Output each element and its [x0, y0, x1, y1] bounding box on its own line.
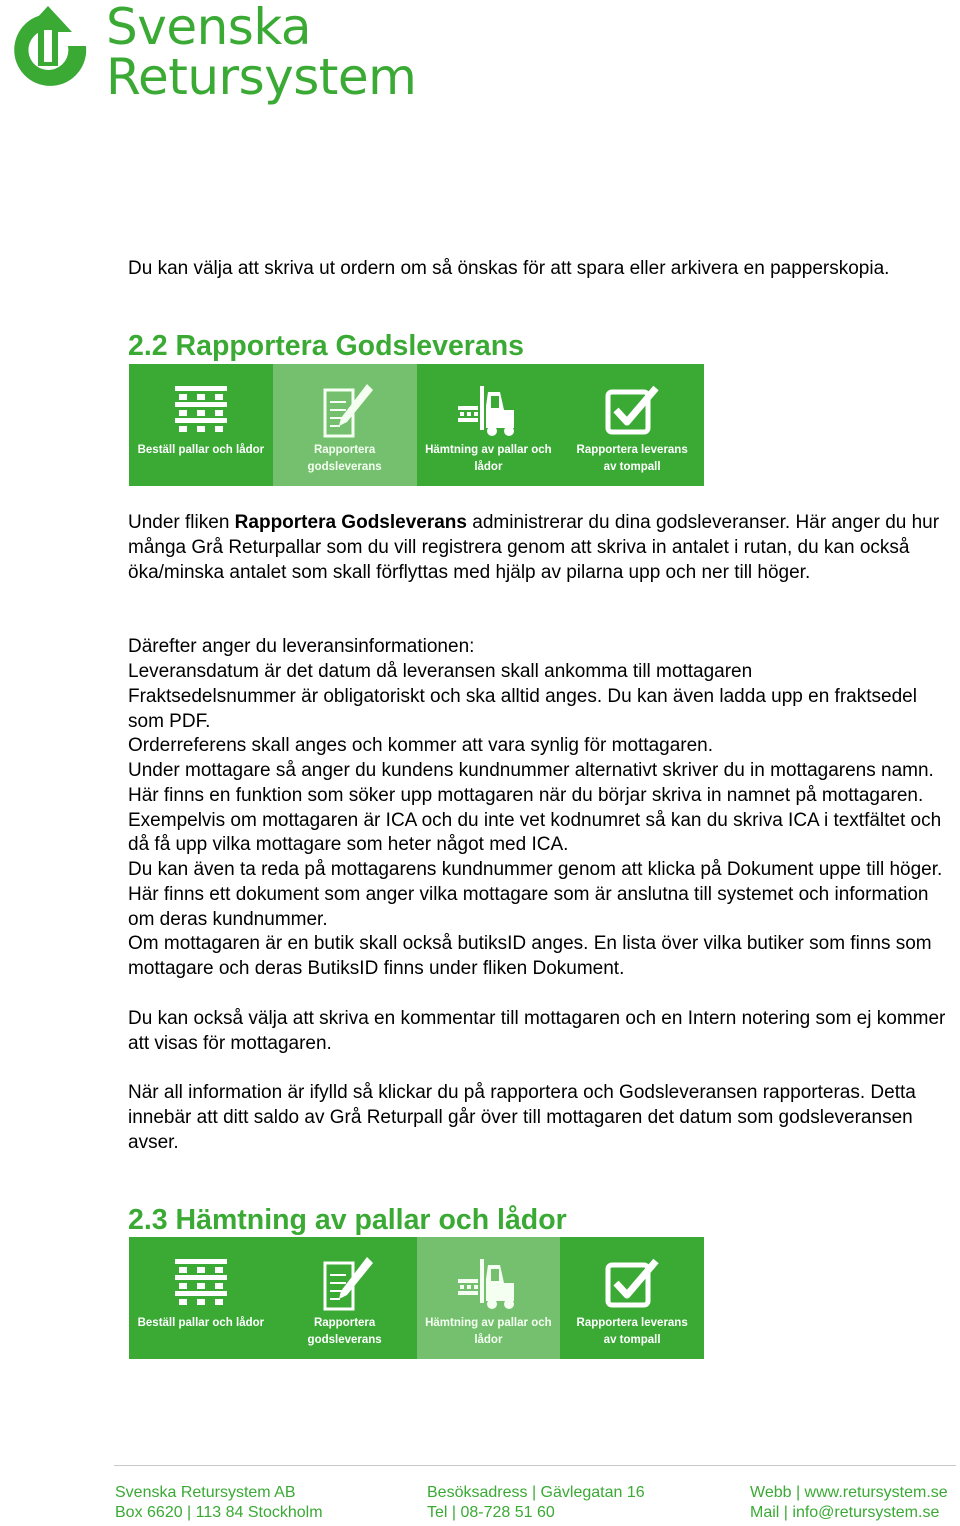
svenska-retursystem-logo	[2, 0, 422, 110]
circular-arrow-logo-icon	[2, 2, 94, 98]
checkbox-checked-icon	[600, 1255, 664, 1311]
paragraph-leveransinfo-heading: Därefter anger du leveransinformationen:	[128, 636, 475, 657]
tab-label: Beställ pallar och lådor	[137, 444, 265, 456]
tab-rapportera-godsleverans[interactable]	[273, 364, 417, 486]
forklift-icon	[456, 1255, 520, 1311]
footer-company	[115, 1483, 323, 1523]
paragraph-butiksid: Om mottagaren är en butik skall också butiksID anges. En lista över vilka butiker som finns som mottagare och deras ButiksID finns under fliken Dokument.	[128, 933, 932, 979]
tab-label: Rapportera leverans av tompall	[576, 1317, 688, 1346]
tab-label: Beställ pallar och lådor	[137, 1317, 265, 1329]
logo-text-line1: Svenska	[106, 0, 312, 56]
checkbox-checked-icon	[600, 382, 664, 438]
tab-label: Hämtning av pallar och lådor	[425, 1317, 552, 1346]
document-pen-icon	[313, 1255, 377, 1311]
footer-phone: Tel | 08-728 51 60	[427, 1504, 555, 1521]
footer-company-name: Svenska Retursystem AB	[115, 1484, 296, 1501]
paragraph-mottagare: Under mottagare så anger du kundens kundnummer alternativt skriver du in mottagarens namn. Här finns en funktion som söker upp mottagaren när du börjar skriva in namnet på mottagaren. Exempelvis om mottagaren är ICA och du inte vet kodnumret så kan du skriva ICA i textfältet och då få upp vilka mottagare som heter något med ICA.	[128, 760, 942, 856]
tab-rapportera-godsleverans[interactable]	[273, 1237, 417, 1359]
footer-divider	[114, 1465, 956, 1466]
footer-postal-address: Box 6620 | 113 84 Stockholm	[115, 1504, 323, 1521]
tab-hamtning[interactable]	[417, 364, 561, 486]
tab-rapportera-leverans-tompall[interactable]	[560, 364, 704, 486]
paragraph-kundnummer: Du kan även ta reda på mottagarens kundnummer genom att klicka på Dokument uppe till höger. Här finns ett dokument som anger vilka mottagare som är anslutna till systemet och information om deras kundnummer.	[128, 859, 943, 930]
tab-hamtning[interactable]	[417, 1237, 561, 1359]
intro-paragraph: Du kan välja att skriva ut ordern om så önskas för att spara eller arkivera en papperskopia.	[128, 258, 890, 279]
pallet-stack-icon	[169, 1255, 233, 1311]
footer-contact	[750, 1483, 948, 1523]
tab-label: Rapportera godsleverans	[307, 1317, 382, 1346]
tab-label: Rapportera leverans av tompall	[576, 444, 688, 473]
paragraph-fraktsedelsnummer: Fraktsedelsnummer är obligatoriskt och ska alltid anges. Du kan även ladda upp en fraktsedel som PDF.	[128, 686, 917, 732]
tab-label: Hämtning av pallar och lådor	[425, 444, 552, 473]
logo-text-line2: Retursystem	[106, 48, 417, 106]
nav-banner-section-2-2	[129, 364, 704, 486]
paragraph-leveransdatum: Leveransdatum är det datum då leveransen skall ankomma till mottagaren	[128, 661, 753, 682]
paragraph-rapportera-klart: När all information är ifylld så klickar du på rapportera och Godsleveransen rapporteras. Detta innebär att ditt saldo av Grå Returpall går över till mottagaren det datum som godsleveransen avser.	[128, 1082, 916, 1153]
nav-banner-section-2-3	[129, 1237, 704, 1359]
footer-visit	[427, 1483, 645, 1523]
document-pen-icon	[313, 382, 377, 438]
section-heading-2-2: 2.2 Rapportera Godsleverans	[128, 330, 524, 362]
tab-label: Rapportera godsleverans	[307, 444, 382, 473]
forklift-icon	[456, 382, 520, 438]
pallet-stack-icon	[169, 382, 233, 438]
tab-bestall-pallar[interactable]	[129, 364, 273, 486]
tab-bestall-pallar[interactable]	[129, 1237, 273, 1359]
paragraph-rapportera-intro: Under fliken Rapportera Godsleverans administrerar du dina godsleveranser. Här anger du hur många Grå Returpallar som du vill registrera genom att skriva in antalet i rutan, du kan också öka/minska antalet som skall förflyttas med hjälp av pilarna upp och ner till höger.	[128, 512, 940, 583]
section-heading-2-3: 2.3 Hämtning av pallar och lådor	[128, 1204, 567, 1236]
footer-visit-address: Besöksadress | Gävlegatan 16	[427, 1484, 645, 1501]
paragraph-kommentar: Du kan också välja att skriva en kommentar till mottagaren och en Intern notering som ej kommer att visas för mottagaren.	[128, 1008, 946, 1054]
footer-mail-link[interactable]: Mail | info@retursystem.se	[750, 1504, 940, 1521]
footer-web-link[interactable]: Webb | www.retursystem.se	[750, 1484, 948, 1501]
tab-rapportera-leverans-tompall[interactable]	[560, 1237, 704, 1359]
paragraph-orderreferens: Orderreferens skall anges och kommer att vara synlig för mottagaren.	[128, 735, 714, 756]
